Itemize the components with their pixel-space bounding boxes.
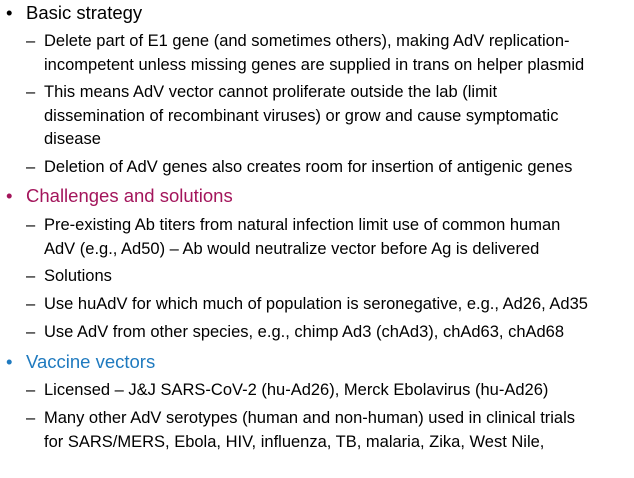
list-item-text: Solutions <box>44 267 112 285</box>
bullet-icon: • <box>6 351 13 372</box>
bullet-icon: • <box>6 2 13 23</box>
dash-icon: – <box>26 409 36 427</box>
list-item <box>26 293 634 317</box>
list-item <box>26 265 634 289</box>
list-item-text: Pre-existing Ab titers from natural infection limit use of common human AdV (e.g., Ad50) – Ab would neutralize vector before Ag is delivered <box>44 216 561 258</box>
list-item <box>26 30 634 77</box>
list-item-text: Use huAdV for which much of population is seronegative, e.g., Ad26, Ad35 <box>44 295 588 313</box>
section-heading: Vaccine vectors <box>26 351 156 372</box>
list-item-text: Delete part of E1 gene (and sometimes others), making AdV replication- incompetent unless missing genes are supplied in trans on helper plasmid <box>44 32 585 74</box>
list-item-text: Use AdV from other species, e.g., chimp Ad3 (chAd3), chAd63, chAd68 <box>44 323 565 341</box>
section-heading: Challenges and solutions <box>26 185 233 206</box>
list-item-text: Many other AdV serotypes (human and non-human) used in clinical trials for SARS/MERS, Ebola, HIV, influenza, TB, malaria, Zika, West Nile, <box>44 409 576 451</box>
dash-icon: – <box>26 83 36 101</box>
bullet-icon: • <box>6 185 13 206</box>
list-item <box>26 156 634 180</box>
section-heading: Basic strategy <box>26 2 143 23</box>
list-item-text: This means AdV vector cannot proliferate outside the lab (limit dissemination of recombinant viruses) or grow and cause symptomatic disease <box>44 83 559 148</box>
list-item <box>26 407 634 454</box>
list-item <box>26 321 634 345</box>
list-item-text: Licensed – J&J SARS-CoV-2 (hu-Ad26), Merck Ebolavirus (hu-Ad26) <box>44 381 549 399</box>
dash-icon: – <box>26 158 36 176</box>
dash-icon: – <box>26 267 36 285</box>
dash-icon: – <box>26 323 36 341</box>
list-item <box>26 81 634 152</box>
list-item-text: Deletion of AdV genes also creates room for insertion of antigenic genes <box>44 158 573 176</box>
dash-icon: – <box>26 216 36 234</box>
list-item <box>26 214 634 261</box>
list-item <box>26 379 634 403</box>
dash-icon: – <box>26 381 36 399</box>
dash-icon: – <box>26 32 36 50</box>
dash-icon: – <box>26 295 36 313</box>
